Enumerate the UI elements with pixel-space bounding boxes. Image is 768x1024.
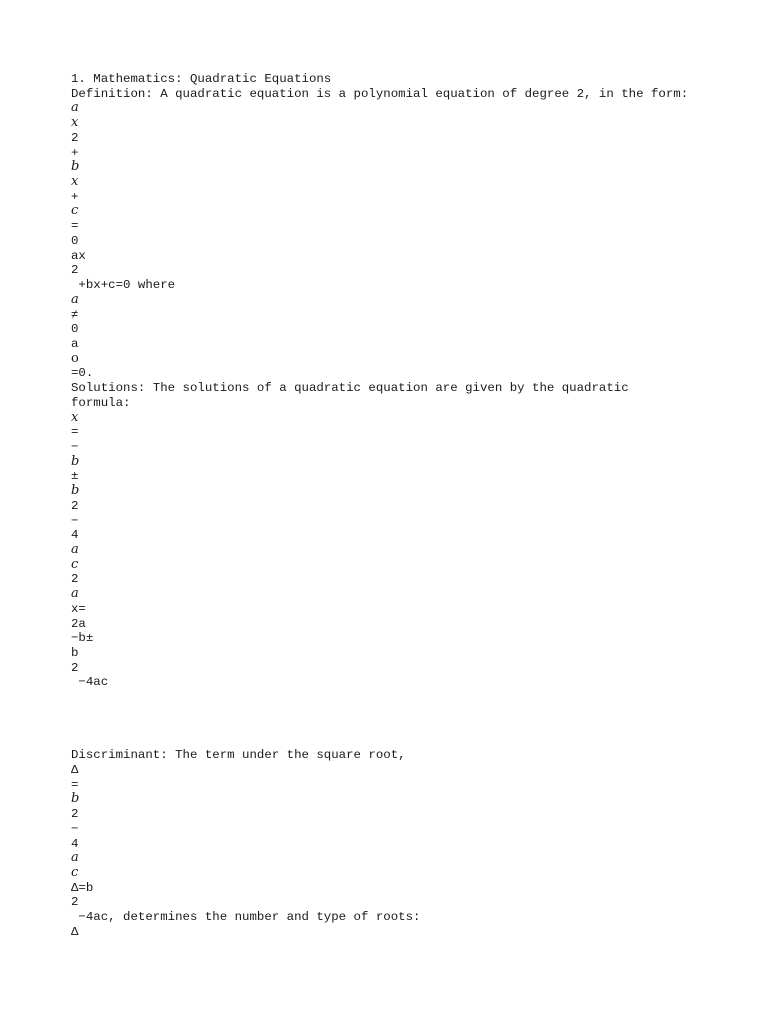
text-line: c — [71, 203, 79, 219]
text-line: x — [71, 174, 79, 190]
text-line: Δ — [71, 762, 79, 777]
text-line: + — [71, 145, 79, 160]
document-page — [71, 72, 731, 940]
text-line: a — [71, 100, 79, 116]
text-line: ax — [71, 248, 86, 263]
text-line: Discriminant: The term under the square root, — [71, 748, 406, 763]
text-line: formula: — [71, 395, 131, 410]
text-line: − — [71, 513, 79, 528]
text-line: Δ=b — [71, 880, 94, 895]
text-line: c — [71, 556, 79, 572]
text-line: b — [71, 159, 80, 175]
text-line: 0 — [71, 233, 79, 248]
text-line: ≠ — [71, 307, 79, 322]
text-line: − — [71, 821, 79, 836]
text-line: 2 — [71, 130, 79, 145]
text-line: a — [71, 586, 79, 602]
text-line: 2 — [71, 498, 79, 513]
text-line: 0 — [71, 322, 79, 337]
text-line: b — [71, 791, 80, 807]
text-line: −b± — [71, 631, 94, 646]
text-line: Definition: A quadratic equation is a polynomial equation of degree 2, in the form: — [71, 86, 689, 101]
text-line: = — [71, 219, 79, 234]
text-line: a — [71, 850, 79, 866]
text-line: −4ac — [71, 675, 109, 690]
text-line: x= — [71, 601, 86, 616]
text-line: 2 — [71, 660, 79, 675]
text-line: + — [71, 189, 79, 204]
text-line: b — [71, 646, 79, 661]
text-line: a — [71, 542, 79, 557]
text-line: 4 — [71, 836, 79, 851]
text-line: 2 — [71, 263, 79, 278]
text-line: +bx+c=0 where — [71, 278, 176, 293]
text-line: Solutions: The solutions of a quadratic equation are given by the quadratic — [71, 381, 629, 396]
text-line: x — [71, 115, 79, 131]
text-line: 2 — [71, 572, 79, 587]
text-line: 2 — [71, 807, 79, 822]
text-line: −4ac, determines the number and type of roots: — [71, 910, 421, 925]
text-line: 2 — [71, 895, 79, 910]
text-line: ± — [71, 469, 79, 484]
text-line: a — [71, 291, 79, 307]
text-line: o — [71, 350, 79, 366]
text-line: = — [71, 425, 79, 440]
text-line: Δ — [71, 924, 79, 939]
text-line: 4 — [71, 528, 79, 543]
text-line: b — [71, 483, 80, 499]
text-line: =0. — [71, 366, 94, 381]
blank-space — [71, 690, 731, 748]
text-line: 2a — [71, 616, 86, 631]
text-line: c — [71, 864, 79, 880]
text-line: a — [71, 336, 79, 351]
text-line: b — [71, 453, 80, 469]
text-line: x — [71, 409, 79, 425]
text-line: 1. Mathematics: Quadratic Equations — [71, 72, 332, 86]
text-line: = — [71, 777, 79, 792]
text-line: − — [71, 439, 79, 454]
